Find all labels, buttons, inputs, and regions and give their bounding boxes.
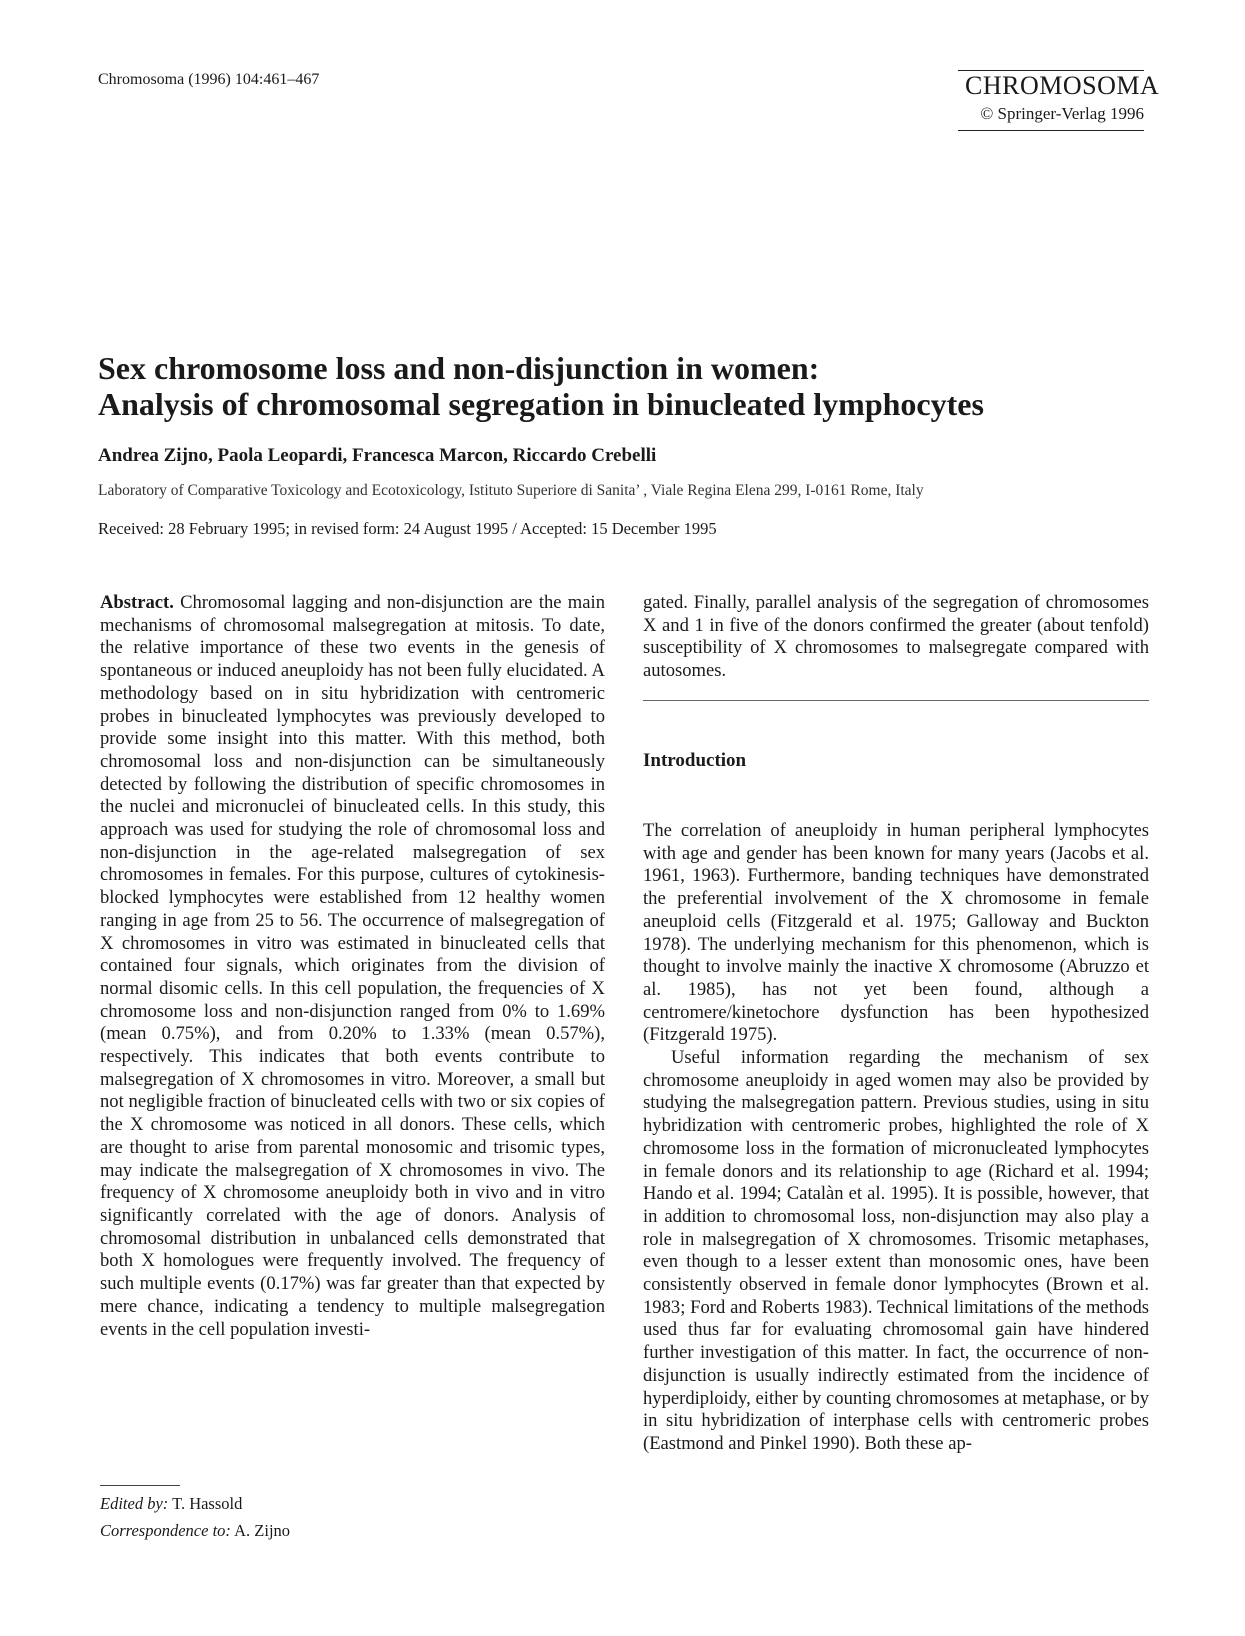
correspondence-label: Correspondence to: [100, 1521, 231, 1540]
abstract-label: Abstract. [100, 592, 174, 613]
title-line-1: Sex chromosome loss and non-disjunction in women: [98, 350, 820, 386]
abstract-separator-rule [643, 700, 1149, 701]
abstract-text: Chromosomal lagging and non-disjunction are the main mechanisms of chromosomal malsegregation at mitosis. To date, the relative importance of these two events in the genesis of spontaneous or induced aneuploidy has not been fully elucidated. A methodology based on in situ hybridization with centromeric probes in binucleated lymphocytes was previously developed to provide some insight into this matter. With this method, both chromosomal loss and non-disjunction can be simultaneously detected by following the distribution of specific chromosomes in the nuclei and micronuclei of binucleated cells. In this study, this approach was used for studying the role of chromosomal loss and non-disjunction in the age-related malsegregation of sex chromosomes in females. For this purpose, cultures of cytokinesis-blocked lymphocytes were established from 12 healthy women ranging in age from 25 to 56. The occurrence of malsegregation of X chromosomes in vitro was estimated in binucleated cells that contained four signals, which originates from the division of normal disomic cells. In this cell population, the frequencies of X chromosome loss and non-disjunction ranged from 0% to 1.69% (mean 0.75%), and from 0.20% to 1.33% (mean 0.57%), respectively. This indicates that both events contribute to malsegregation of X chromosomes in vitro. Moreover, a small but not negligible fraction of binucleated cells with two or six copies of the X chromosome was noticed in all donors. These cells, which are thought to arise from parental monosomic and trisomic types, may indicate the malsegregation of X chromosomes in vivo. The frequency of X chromosome aneuploidy both in vivo and in vitro significantly correlated with the age of donors. Analysis of chromosomal distribution in unbalanced cells demonstrated that both X homologues were frequently involved. The frequency of such multiple events (0.17%) was far greater than that expected by mere chance, indicating a tendency to multiple malsegregation events in the cell population investi- [100, 592, 605, 1340]
section-heading-introduction: Introduction [643, 750, 747, 771]
footnote-correspondence [100, 1521, 290, 1541]
publisher-copyright: © Springer-Verlag 1996 [980, 104, 1144, 123]
journal-reference: Chromosoma (1996) 104:461–467 [98, 71, 320, 88]
footnote-rule [100, 1485, 180, 1486]
title-line-2: Analysis of chromosomal segregation in binucleated lymphocytes [98, 386, 984, 422]
footnote-edited-by [100, 1494, 242, 1514]
journal-name: CHROMOSOMA [965, 71, 1160, 100]
correspondence-value: A. Zijno [234, 1521, 291, 1540]
abstract [100, 592, 605, 1341]
affiliation: Laboratory of Comparative Toxicology and Ecotoxicology, Istituto Superiore di Sanita’ , Viale Regina Elena 299, I-0161 Rome, Italy [98, 482, 924, 499]
introduction-paragraph: The correlation of aneuploidy in human peripheral lymphocytes with age and gender has been known for many years (Jacobs et al. 1961, 1963). Furthermore, banding techniques have demonstrated the preferential involvement of the X chromosome in female aneuploid cells (Fitzgerald et al. 1975; Galloway and Buckton 1978). The underlying mechanism for this phenomenon, which is thought to involve mainly the inactive X chromosome (Abruzzo et al. 1985), has not yet been found, although a centromere/kinetochore dysfunction has been hypothesized (Fitzgerald 1975). [643, 820, 1149, 1046]
introduction-body [643, 820, 1149, 1456]
journal-header-rule-bottom [958, 130, 1144, 131]
received-accepted-dates: Received: 28 February 1995; in revised form: 24 August 1995 / Accepted: 15 December 1995 [98, 519, 717, 538]
authors: Andrea Zijno, Paola Leopardi, Francesca Marcon, Riccardo Crebelli [98, 445, 657, 466]
edited-by-value: T. Hassold [172, 1494, 243, 1513]
edited-by-label: Edited by: [100, 1494, 169, 1513]
introduction-paragraph: Useful information regarding the mechanism of sex chromosome aneuploidy in aged women may also be provided by studying the malsegregation pattern. Previous studies, using in situ hybridization with centromeric probes, highlighted the role of X chromosome loss in the formation of micronucleated lymphocytes in female donors and its relationship to age (Richard et al. 1994; Hando et al. 1994; Catalàn et al. 1995). It is possible, however, that in addition to chromosomal loss, non-disjunction may also play a role in malsegregation of X chromosomes. Trisomic metaphases, even though to a lesser extent than monosomic ones, have been consistently observed in female donor lymphocytes (Brown et al. 1983; Ford and Roberts 1983). Technical limitations of the methods used thus far for evaluating chromosomal gain have hindered further investigation of this matter. In fact, the occurrence of non-disjunction is usually indirectly estimated from the incidence of hyperdiploidy, either by counting chromosomes at metaphase, or by in situ hybridization of interphase cells with centromeric probes (Eastmond and Pinkel 1990). Both these ap- [643, 1047, 1149, 1454]
article-title [98, 350, 1158, 422]
abstract-continuation: gated. Finally, parallel analysis of the segregation of chromosomes X and 1 in five of the donors confirmed the greater (about tenfold) susceptibility of X chromosomes to malsegregate compared with autosomes. [643, 592, 1149, 682]
